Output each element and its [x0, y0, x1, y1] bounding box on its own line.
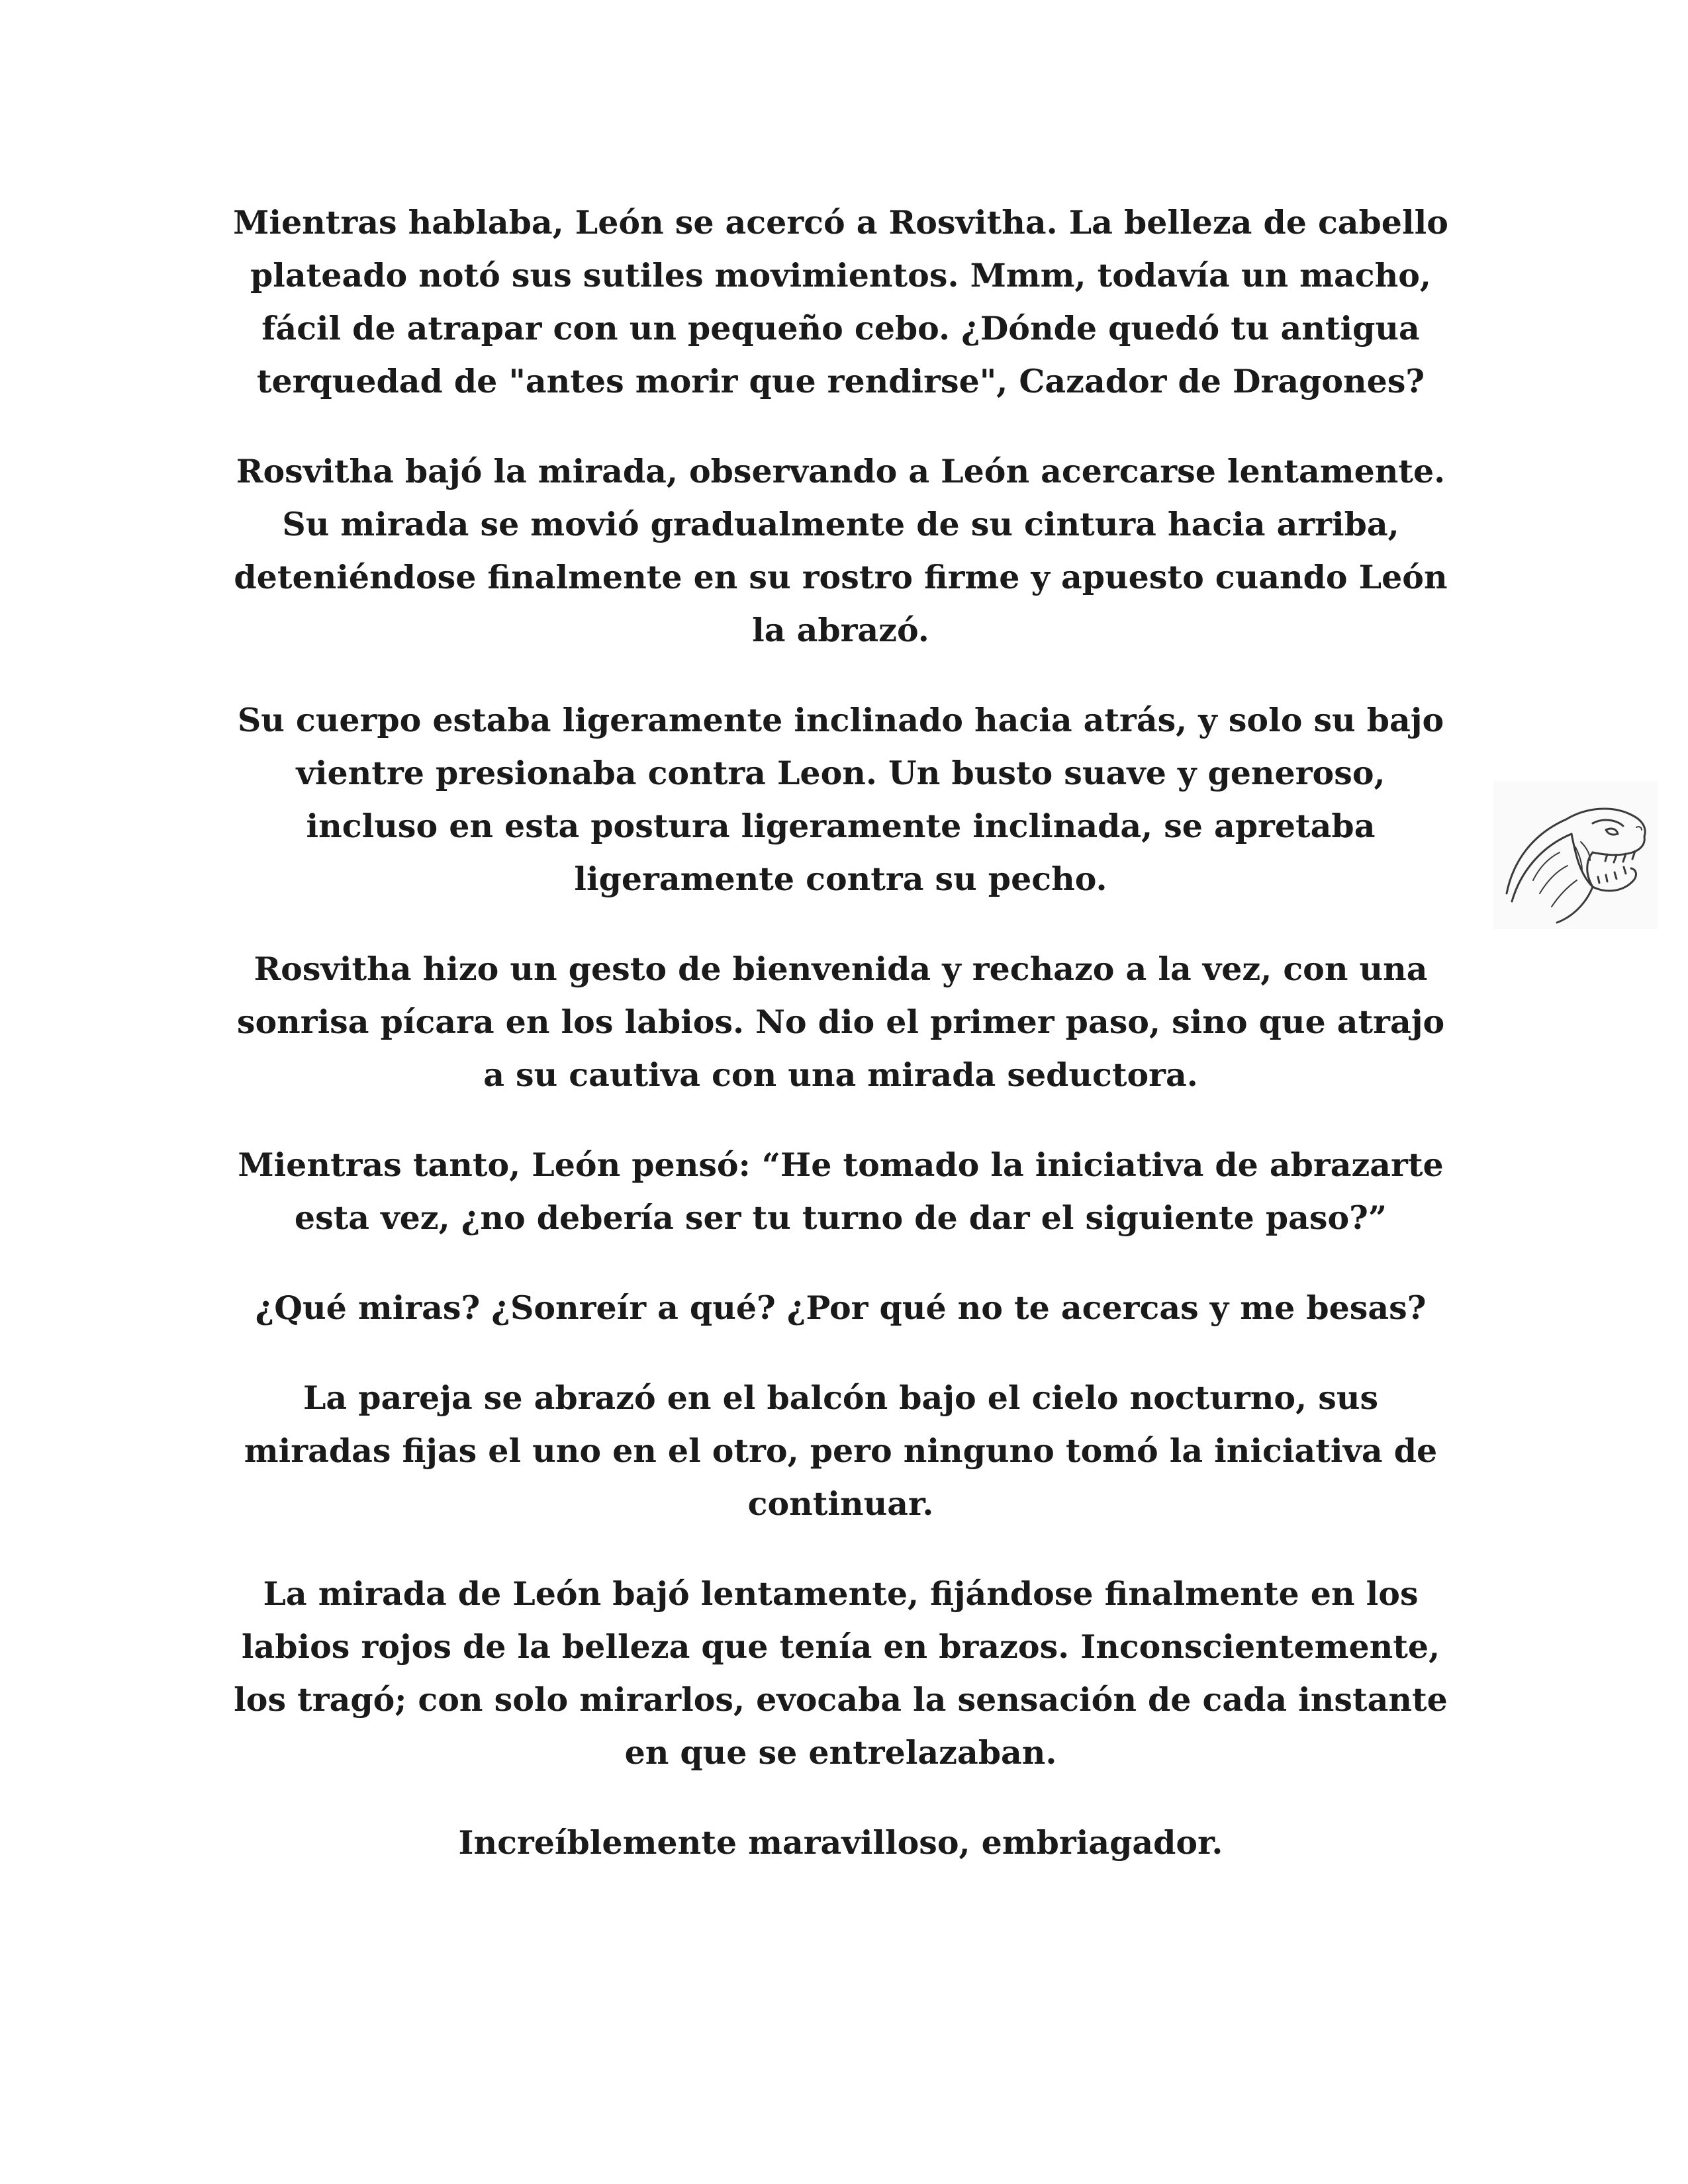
paragraph-4: Rosvitha hizo un gesto de bienvenida y rechazo a la vez, con una sonrisa pícara en los labios. No dio el primer paso, sino que atrajo a su cautiva con una mirada seductora.	[236, 950, 1445, 1094]
paragraph-9: Increíblemente maravilloso, embriagador.	[458, 1823, 1223, 1862]
document-body	[225, 196, 1456, 1906]
paragraph-5: Mientras tanto, León pensó: “He tomado la iniciativa de abrazarte esta vez, ¿no debería ser tu turno de dar el siguiente paso?”	[238, 1146, 1444, 1237]
dinosaur-head-sketch-icon	[1493, 781, 1658, 929]
paragraph-6: ¿Qué miras? ¿Sonreír a qué? ¿Por qué no te acercas y me besas?	[255, 1289, 1427, 1327]
paragraph-2: Rosvitha bajó la mirada, observando a León acercarse lentamente. Su mirada se movió gradualmente de su cintura hacia arriba, deteniéndose finalmente en su rostro firme y apuesto cuando León la abrazó.	[234, 452, 1448, 649]
paragraph-8: La mirada de León bajó lentamente, fijándose finalmente en los labios rojos de la belleza que tenía en brazos. Inconscientemente, los tragó; con solo mirarlos, evocaba la sensación de cada instante en que se entrelazaban.	[234, 1574, 1448, 1772]
paragraph-3: Su cuerpo estaba ligeramente inclinado hacia atrás, y solo su bajo vientre presionaba contra Leon. Un busto suave y generoso, incluso en esta postura ligeramente inclinada, se apretaba ligeramente contra su pecho.	[237, 701, 1444, 898]
paragraph-1: Mientras hablaba, León se acercó a Rosvitha. La belleza de cabello plateado notó sus sutiles movimientos. Mmm, todavía un macho, fácil de atrapar con un pequeño cebo. ¿Dónde quedó tu antigua terquedad de "antes morir que rendirse", Cazador de Dragones?	[233, 203, 1448, 400]
paragraph-7: La pareja se abrazó en el balcón bajo el cielo nocturno, sus miradas fijas el uno en el otro, pero ninguno tomó la iniciativa de continuar.	[244, 1379, 1438, 1523]
